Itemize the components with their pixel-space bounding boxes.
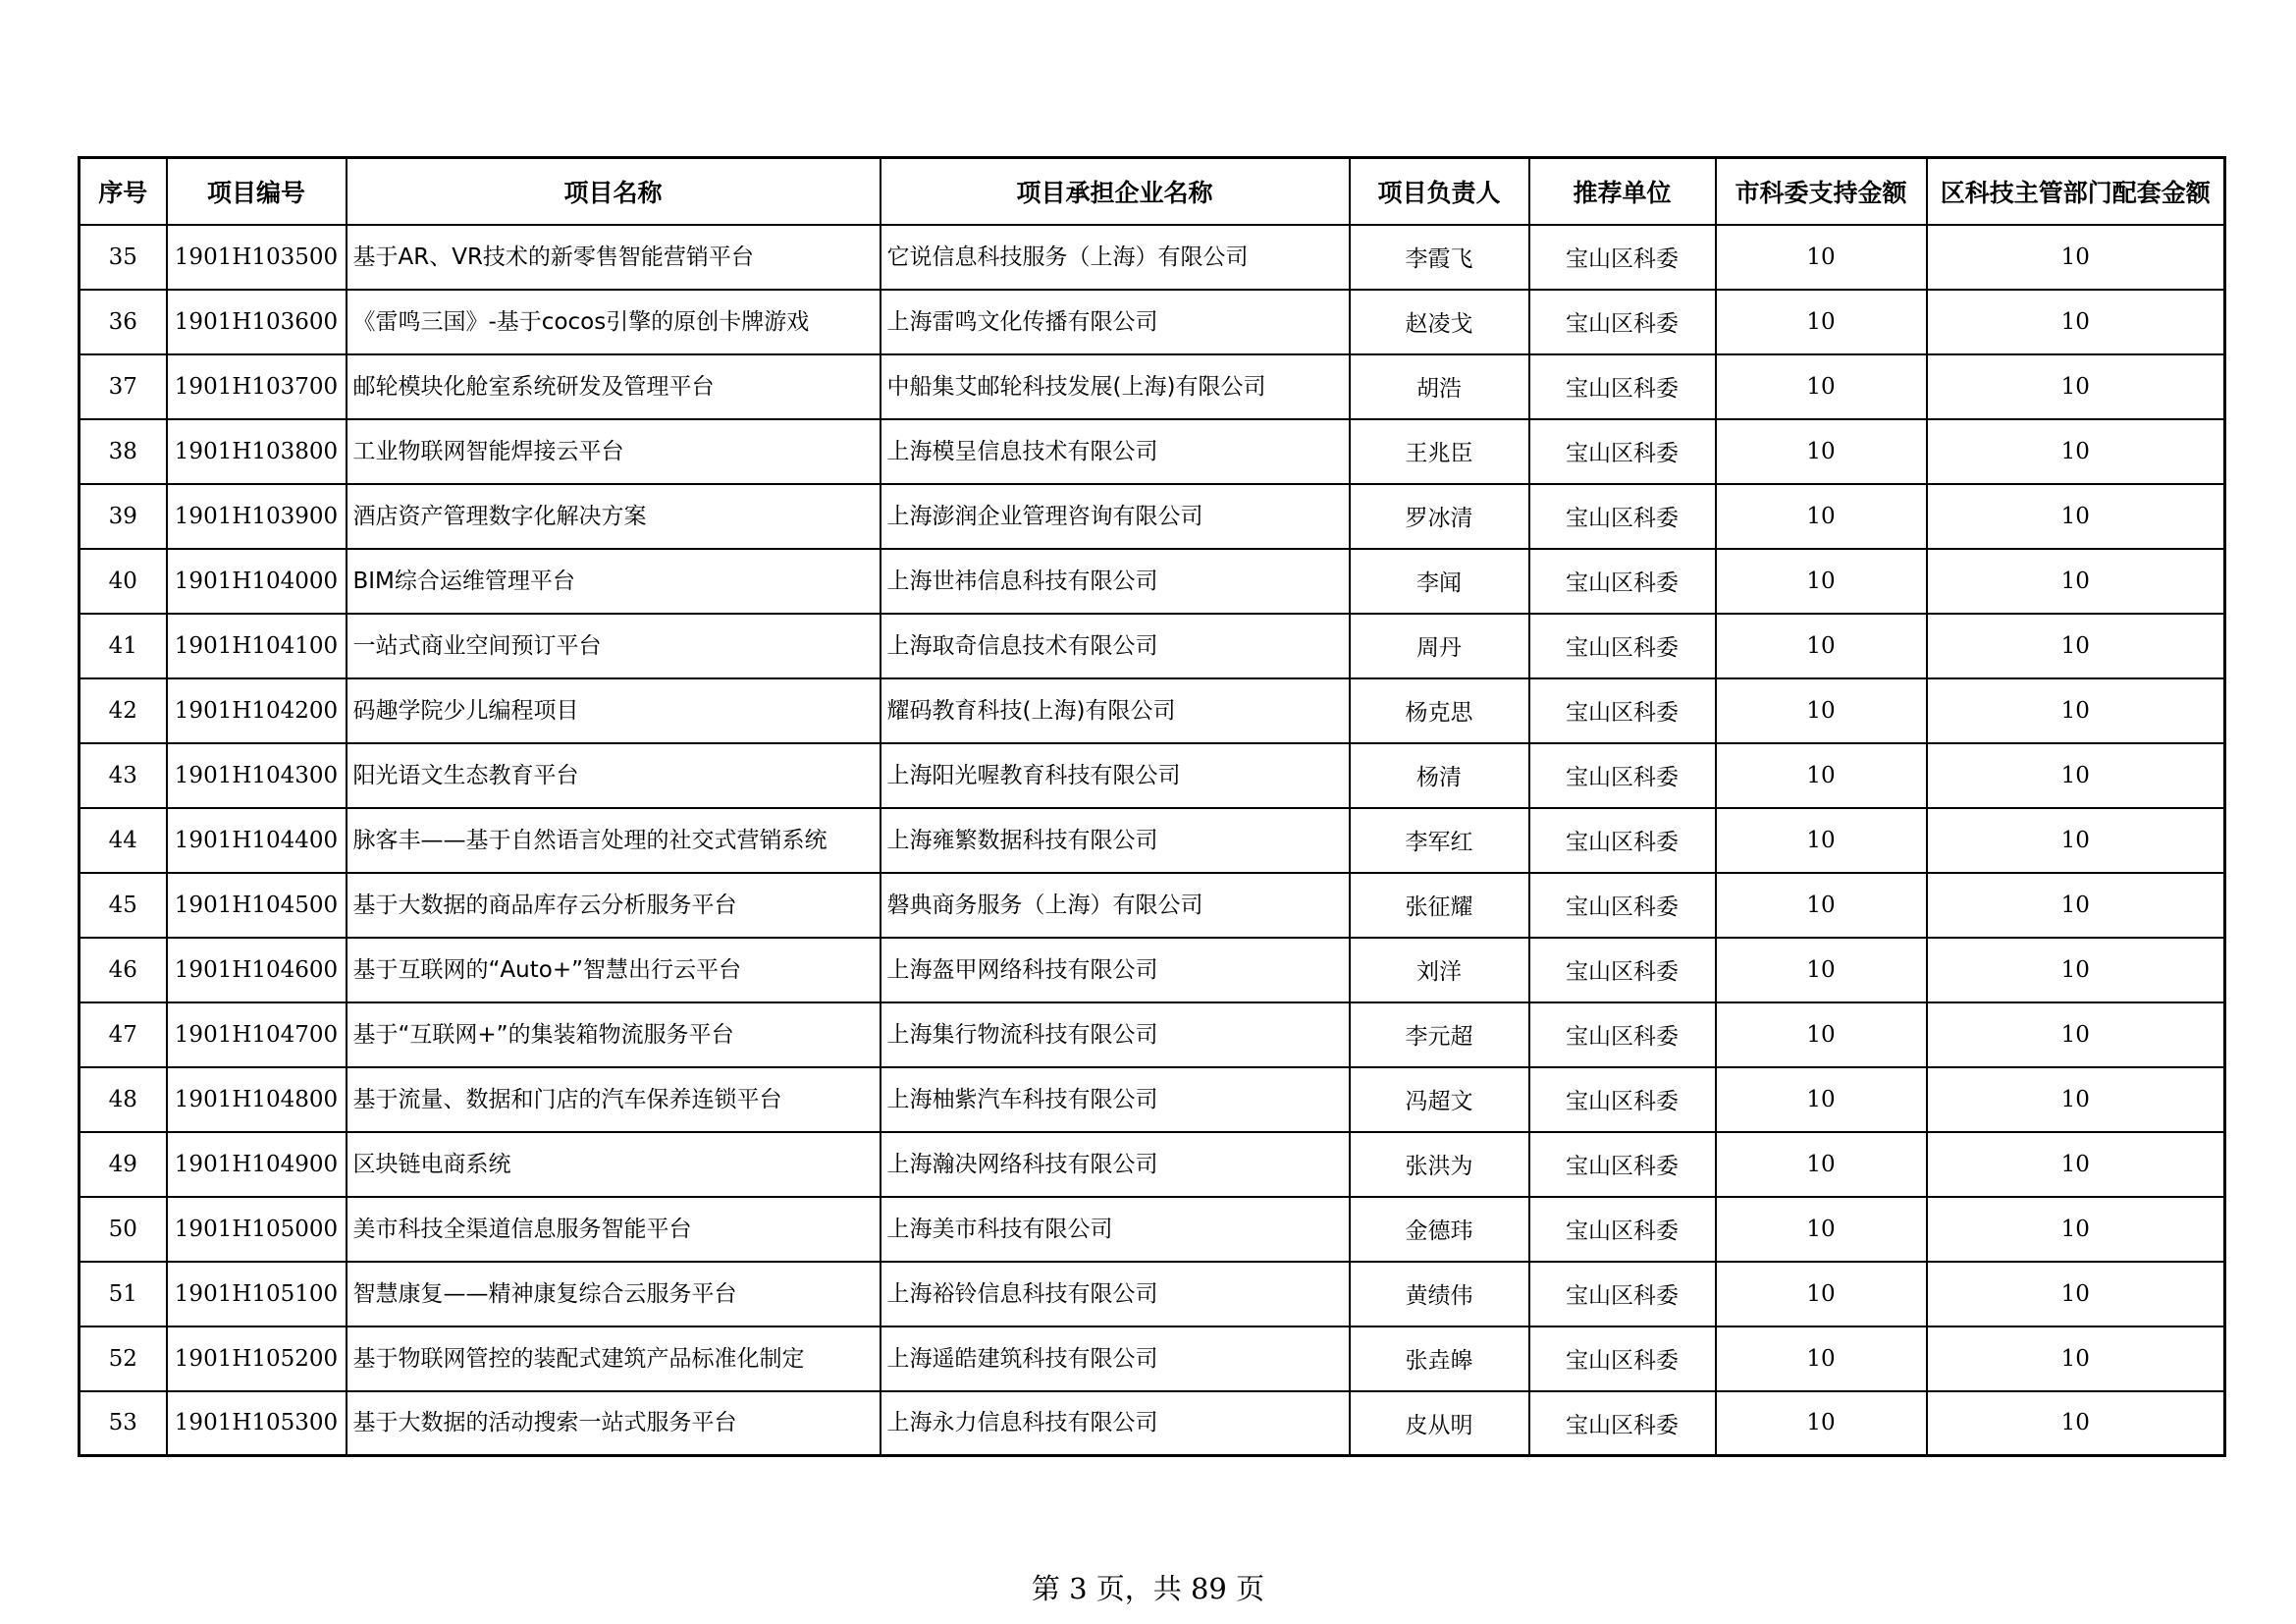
cell-seq: 42 [80,678,167,743]
cell-city-amount: 10 [1716,743,1927,808]
cell-recommender: 宝山区科委 [1529,1326,1716,1391]
cell-project-code: 1901H103900 [167,484,347,549]
cell-district-amount: 10 [1927,743,2225,808]
cell-city-amount: 10 [1716,678,1927,743]
cell-company-name: 上海雍繁数据科技有限公司 [881,808,1350,873]
cell-recommender: 宝山区科委 [1529,614,1716,678]
cell-project-name: 阳光语文生态教育平台 [347,743,881,808]
cell-company-name: 上海遥皓建筑科技有限公司 [881,1326,1350,1391]
cell-seq: 49 [80,1132,167,1197]
table-row [80,678,2225,743]
table-row [80,1067,2225,1132]
cell-district-amount: 10 [1927,484,2225,549]
table-row [80,1197,2225,1262]
cell-project-name: 基于AR、VR技术的新零售智能营销平台 [347,225,881,290]
cell-company-name: 上海雷鸣文化传播有限公司 [881,290,1350,354]
cell-recommender: 宝山区科委 [1529,290,1716,354]
cell-seq: 52 [80,1326,167,1391]
table-row [80,354,2225,419]
cell-district-amount: 10 [1927,1391,2225,1456]
cell-city-amount: 10 [1716,614,1927,678]
cell-project-name: 智慧康复——精神康复综合云服务平台 [347,1262,881,1326]
cell-project-code: 1901H105200 [167,1326,347,1391]
cell-recommender: 宝山区科委 [1529,1391,1716,1456]
cell-company-name: 中船集艾邮轮科技发展(上海)有限公司 [881,354,1350,419]
cell-seq: 37 [80,354,167,419]
cell-project-code: 1901H104900 [167,1132,347,1197]
cell-seq: 48 [80,1067,167,1132]
cell-recommender: 宝山区科委 [1529,1067,1716,1132]
cell-company-name: 上海模呈信息技术有限公司 [881,419,1350,484]
cell-project-name: 区块链电商系统 [347,1132,881,1197]
cell-city-amount: 10 [1716,354,1927,419]
cell-company-name: 上海裕铃信息科技有限公司 [881,1262,1350,1326]
cell-project-name: 美市科技全渠道信息服务智能平台 [347,1197,881,1262]
cell-seq: 38 [80,419,167,484]
cell-district-amount: 10 [1927,290,2225,354]
cell-company-name: 上海柚紫汽车科技有限公司 [881,1067,1350,1132]
cell-seq: 46 [80,938,167,1002]
cell-project-name: 基于物联网管控的装配式建筑产品标准化制定 [347,1326,881,1391]
cell-project-code: 1901H104000 [167,549,347,614]
cell-company-name: 上海取奇信息技术有限公司 [881,614,1350,678]
cell-recommender: 宝山区科委 [1529,1197,1716,1262]
cell-project-name: 基于大数据的活动搜索一站式服务平台 [347,1391,881,1456]
cell-company-name: 上海集行物流科技有限公司 [881,1002,1350,1067]
header-seq: 序号 [80,158,167,225]
header-row [80,158,2225,225]
cell-city-amount: 10 [1716,225,1927,290]
cell-project-code: 1901H104200 [167,678,347,743]
header-leader: 项目负责人 [1350,158,1529,225]
cell-project-name: 一站式商业空间预订平台 [347,614,881,678]
cell-project-code: 1901H103800 [167,419,347,484]
table-row [80,808,2225,873]
cell-city-amount: 10 [1716,290,1927,354]
table-row [80,225,2225,290]
cell-city-amount: 10 [1716,1002,1927,1067]
cell-company-name: 上海美市科技有限公司 [881,1197,1350,1262]
cell-project-code: 1901H103700 [167,354,347,419]
cell-leader: 赵凌戈 [1350,290,1529,354]
table-row [80,614,2225,678]
cell-recommender: 宝山区科委 [1529,419,1716,484]
cell-company-name: 它说信息科技服务（上海）有限公司 [881,225,1350,290]
table-row [80,1132,2225,1197]
cell-project-code: 1901H105000 [167,1197,347,1262]
cell-leader: 杨清 [1350,743,1529,808]
cell-project-name: 基于大数据的商品库存云分析服务平台 [347,873,881,938]
cell-project-code: 1901H105300 [167,1391,347,1456]
table-row [80,419,2225,484]
table-row [80,743,2225,808]
cell-company-name: 上海阳光喔教育科技有限公司 [881,743,1350,808]
table-row [80,1391,2225,1456]
cell-project-code: 1901H104100 [167,614,347,678]
cell-leader: 李元超 [1350,1002,1529,1067]
header-company: 项目承担企业名称 [881,158,1350,225]
table-row [80,1002,2225,1067]
header-project: 项目名称 [347,158,881,225]
cell-district-amount: 10 [1927,225,2225,290]
cell-recommender: 宝山区科委 [1529,484,1716,549]
table-row [80,1262,2225,1326]
cell-district-amount: 10 [1927,1067,2225,1132]
cell-city-amount: 10 [1716,484,1927,549]
cell-recommender: 宝山区科委 [1529,225,1716,290]
cell-project-name: 基于流量、数据和门店的汽车保养连锁平台 [347,1067,881,1132]
cell-leader: 刘洋 [1350,938,1529,1002]
cell-recommender: 宝山区科委 [1529,549,1716,614]
cell-leader: 胡浩 [1350,354,1529,419]
cell-city-amount: 10 [1716,1067,1927,1132]
cell-leader: 黄绩伟 [1350,1262,1529,1326]
cell-seq: 45 [80,873,167,938]
page-footer: 第 3 页，共 89 页 [1031,1572,1265,1605]
cell-city-amount: 10 [1716,938,1927,1002]
cell-city-amount: 10 [1716,1391,1927,1456]
cell-district-amount: 10 [1927,938,2225,1002]
header-city-amount: 市科委支持金额 [1716,158,1927,225]
cell-project-name: 《雷鸣三国》-基于cocos引擎的原创卡牌游戏 [347,290,881,354]
cell-leader: 张洪为 [1350,1132,1529,1197]
header-code: 项目编号 [167,158,347,225]
table-row [80,484,2225,549]
cell-company-name: 上海澎润企业管理咨询有限公司 [881,484,1350,549]
cell-leader: 皮从明 [1350,1391,1529,1456]
header-recommender: 推荐单位 [1529,158,1716,225]
cell-seq: 39 [80,484,167,549]
cell-seq: 40 [80,549,167,614]
cell-recommender: 宝山区科委 [1529,354,1716,419]
cell-seq: 53 [80,1391,167,1456]
cell-district-amount: 10 [1927,1262,2225,1326]
cell-leader: 罗冰清 [1350,484,1529,549]
cell-district-amount: 10 [1927,549,2225,614]
cell-district-amount: 10 [1927,1002,2225,1067]
cell-district-amount: 10 [1927,419,2225,484]
cell-city-amount: 10 [1716,1326,1927,1391]
cell-project-name: 酒店资产管理数字化解决方案 [347,484,881,549]
cell-seq: 36 [80,290,167,354]
cell-district-amount: 10 [1927,873,2225,938]
header-district-amount: 区科技主管部门配套金额 [1927,158,2225,225]
cell-district-amount: 10 [1927,808,2225,873]
cell-seq: 41 [80,614,167,678]
cell-project-code: 1901H103500 [167,225,347,290]
cell-district-amount: 10 [1927,1197,2225,1262]
cell-project-code: 1901H104500 [167,873,347,938]
cell-city-amount: 10 [1716,419,1927,484]
cell-district-amount: 10 [1927,614,2225,678]
cell-project-code: 1901H104600 [167,938,347,1002]
table-row [80,290,2225,354]
cell-leader: 王兆臣 [1350,419,1529,484]
cell-recommender: 宝山区科委 [1529,1002,1716,1067]
cell-recommender: 宝山区科委 [1529,1262,1716,1326]
cell-project-code: 1901H104400 [167,808,347,873]
cell-leader: 张垚皞 [1350,1326,1529,1391]
cell-recommender: 宝山区科委 [1529,873,1716,938]
cell-leader: 李闻 [1350,549,1529,614]
cell-leader: 杨克思 [1350,678,1529,743]
cell-recommender: 宝山区科委 [1529,678,1716,743]
cell-recommender: 宝山区科委 [1529,1132,1716,1197]
cell-city-amount: 10 [1716,1262,1927,1326]
cell-project-name: 基于“互联网+”的集装箱物流服务平台 [347,1002,881,1067]
cell-project-code: 1901H105100 [167,1262,347,1326]
cell-project-name: 脉客丰——基于自然语言处理的社交式营销系统 [347,808,881,873]
cell-leader: 李军红 [1350,808,1529,873]
cell-seq: 51 [80,1262,167,1326]
cell-leader: 张征耀 [1350,873,1529,938]
table-row [80,1326,2225,1391]
cell-district-amount: 10 [1927,1132,2225,1197]
cell-project-name: BIM综合运维管理平台 [347,549,881,614]
table-row [80,549,2225,614]
cell-project-code: 1901H103600 [167,290,347,354]
cell-district-amount: 10 [1927,1326,2225,1391]
cell-city-amount: 10 [1716,1132,1927,1197]
cell-district-amount: 10 [1927,354,2225,419]
cell-company-name: 磐典商务服务（上海）有限公司 [881,873,1350,938]
cell-leader: 周丹 [1350,614,1529,678]
cell-city-amount: 10 [1716,1197,1927,1262]
table-row [80,873,2225,938]
table-row [80,938,2225,1002]
cell-district-amount: 10 [1927,678,2225,743]
cell-city-amount: 10 [1716,873,1927,938]
cell-recommender: 宝山区科委 [1529,743,1716,808]
cell-seq: 43 [80,743,167,808]
cell-leader: 李霞飞 [1350,225,1529,290]
cell-recommender: 宝山区科委 [1529,808,1716,873]
cell-city-amount: 10 [1716,808,1927,873]
cell-seq: 50 [80,1197,167,1262]
cell-project-name: 基于互联网的“Auto+”智慧出行云平台 [347,938,881,1002]
cell-leader: 冯超文 [1350,1067,1529,1132]
cell-project-code: 1901H104700 [167,1002,347,1067]
cell-city-amount: 10 [1716,549,1927,614]
cell-recommender: 宝山区科委 [1529,938,1716,1002]
cell-project-code: 1901H104800 [167,1067,347,1132]
cell-project-name: 邮轮模块化舱室系统研发及管理平台 [347,354,881,419]
cell-company-name: 耀码教育科技(上海)有限公司 [881,678,1350,743]
cell-project-code: 1901H104300 [167,743,347,808]
cell-company-name: 上海永力信息科技有限公司 [881,1391,1350,1456]
cell-seq: 44 [80,808,167,873]
cell-company-name: 上海盔甲网络科技有限公司 [881,938,1350,1002]
cell-project-name: 码趣学院少儿编程项目 [347,678,881,743]
cell-company-name: 上海世祎信息科技有限公司 [881,549,1350,614]
cell-project-name: 工业物联网智能焊接云平台 [347,419,881,484]
cell-seq: 47 [80,1002,167,1067]
project-table [78,156,2226,1457]
cell-company-name: 上海瀚决网络科技有限公司 [881,1132,1350,1197]
cell-leader: 金德玮 [1350,1197,1529,1262]
cell-seq: 35 [80,225,167,290]
